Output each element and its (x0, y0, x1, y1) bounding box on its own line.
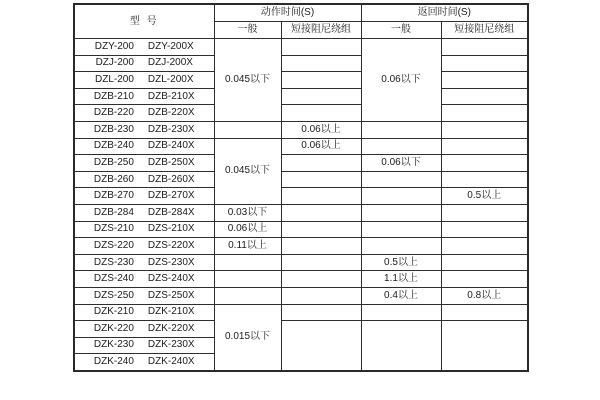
value-cell: 0.5以上 (441, 188, 528, 205)
value-cell (214, 287, 281, 304)
value-cell (441, 39, 528, 56)
value-cell (441, 204, 528, 221)
model-cell (74, 39, 214, 56)
col-header-action-time: 动作时间(S) (214, 4, 361, 22)
model-number: DZB-230X (147, 123, 195, 135)
table-row (74, 188, 528, 205)
model-number: DZK-220X (147, 322, 195, 334)
model-number: DZJ-200 (95, 57, 134, 69)
model-number: DZB-260 (93, 173, 134, 185)
value-cell (441, 238, 528, 255)
value-cell (361, 238, 441, 255)
table-row (74, 105, 528, 122)
spec-table (73, 3, 529, 372)
model-number: DZJ-200X (147, 57, 193, 69)
model-cell (74, 171, 214, 188)
value-cell: 0.03以下 (214, 204, 281, 221)
model-number: DZS-220 (93, 239, 134, 251)
model-cell (74, 221, 214, 238)
table-header (74, 4, 528, 39)
model-cell (74, 304, 214, 321)
value-cell (214, 254, 281, 271)
table-row (74, 321, 528, 338)
value-cell (281, 271, 361, 288)
value-cell (281, 204, 361, 221)
model-number: DZK-240X (147, 356, 195, 368)
col-header-return-damped: 短接阻尼绕组 (441, 22, 528, 39)
value-cell (361, 204, 441, 221)
model-number: DZB-210X (147, 90, 195, 102)
model-number: DZS-250X (147, 289, 195, 301)
model-number: DZK-230 (93, 339, 134, 351)
header-row-groups (74, 4, 528, 22)
table-row (74, 271, 528, 288)
model-number: DZK-210 (93, 306, 134, 318)
model-cell (74, 138, 214, 155)
value-cell: 0.11以上 (214, 238, 281, 255)
value-cell (281, 72, 361, 89)
value-cell: 0.06以上 (281, 121, 361, 138)
model-number: DZY-200X (147, 40, 194, 52)
value-cell (281, 155, 361, 172)
value-cell: 0.06以下 (361, 155, 441, 172)
table-body (74, 39, 528, 371)
value-cell (441, 55, 528, 72)
value-cell: 1.1以上 (361, 271, 441, 288)
col-header-return-general: 一般 (361, 22, 441, 39)
model-cell (74, 55, 214, 72)
value-cell (441, 72, 528, 89)
model-number: DZS-230 (93, 256, 134, 268)
value-cell (281, 171, 361, 188)
value-cell (441, 254, 528, 271)
value-cell: 0.045以下 (214, 138, 281, 204)
value-cell (441, 221, 528, 238)
value-cell (361, 304, 441, 321)
value-cell (281, 238, 361, 255)
table-row (74, 138, 528, 155)
model-number: DZS-210 (93, 223, 134, 235)
model-cell (74, 121, 214, 138)
model-number: DZS-210X (147, 223, 195, 235)
model-number: DZB-260X (147, 173, 195, 185)
model-cell (74, 88, 214, 105)
value-cell (441, 88, 528, 105)
value-cell (281, 39, 361, 56)
table-row (74, 287, 528, 304)
col-header-action-general: 一般 (214, 22, 281, 39)
model-number: DZS-240 (93, 273, 134, 285)
value-cell (361, 121, 441, 138)
value-cell (281, 221, 361, 238)
model-cell (74, 321, 214, 338)
value-cell: 0.015以下 (214, 304, 281, 371)
value-cell: 0.045以下 (214, 39, 281, 122)
value-cell (281, 55, 361, 72)
value-cell (441, 321, 528, 371)
model-cell (74, 271, 214, 288)
value-cell (281, 188, 361, 205)
table-row (74, 254, 528, 271)
model-number: DZK-240 (93, 356, 134, 368)
table-row (74, 155, 528, 172)
model-number: DZL-200 (95, 73, 134, 85)
value-cell (361, 171, 441, 188)
model-number: DZB-270 (93, 190, 134, 202)
model-number: DZB-220X (147, 107, 195, 119)
model-cell (74, 238, 214, 255)
value-cell (281, 287, 361, 304)
model-number: DZB-210 (93, 90, 134, 102)
table-row (74, 39, 528, 56)
table-row (74, 88, 528, 105)
value-cell: 0.4以上 (361, 287, 441, 304)
model-cell (74, 337, 214, 354)
model-number: DZS-240X (147, 273, 195, 285)
col-header-model: 型 号 (74, 4, 214, 39)
model-number: DZK-220 (93, 322, 134, 334)
model-number: DZB-240X (147, 140, 195, 152)
value-cell (361, 221, 441, 238)
value-cell (441, 105, 528, 122)
model-number: DZB-284 (93, 206, 134, 218)
value-cell (281, 321, 361, 371)
value-cell: 0.06以上 (214, 221, 281, 238)
model-number: DZK-210X (147, 306, 195, 318)
model-number: DZB-250 (93, 156, 134, 168)
model-number: DZS-220X (147, 239, 195, 251)
model-number: DZS-230X (147, 256, 195, 268)
model-number: DZB-270X (147, 190, 195, 202)
model-number: DZL-200X (147, 73, 194, 85)
table-row (74, 238, 528, 255)
table-row (74, 121, 528, 138)
model-cell (74, 204, 214, 221)
model-number: DZB-240 (93, 140, 134, 152)
col-header-action-damped: 短接阻尼绕组 (281, 22, 361, 39)
model-number: DZS-250 (93, 289, 134, 301)
model-number: DZB-250X (147, 156, 195, 168)
model-number: DZB-220 (93, 107, 134, 119)
table-row (74, 204, 528, 221)
value-cell (281, 254, 361, 271)
model-number: DZY-200 (94, 40, 134, 52)
table-row (74, 171, 528, 188)
col-header-return-time: 返回时间(S) (361, 4, 528, 22)
value-cell (361, 188, 441, 205)
table-row (74, 304, 528, 321)
value-cell (441, 304, 528, 321)
value-cell (281, 88, 361, 105)
model-cell (74, 354, 214, 371)
model-number: DZK-230X (147, 339, 195, 351)
value-cell (441, 138, 528, 155)
value-cell (361, 321, 441, 371)
value-cell (441, 271, 528, 288)
model-number: DZB-230 (93, 123, 134, 135)
model-cell (74, 155, 214, 172)
table-row (74, 221, 528, 238)
value-cell: 0.06以下 (361, 39, 441, 122)
table-row (74, 72, 528, 89)
value-cell (214, 121, 281, 138)
model-cell (74, 188, 214, 205)
model-cell (74, 105, 214, 122)
value-cell (361, 138, 441, 155)
value-cell (441, 155, 528, 172)
value-cell (441, 121, 528, 138)
model-number: DZB-284X (147, 206, 195, 218)
value-cell: 0.06以上 (281, 138, 361, 155)
value-cell (281, 304, 361, 321)
model-cell (74, 287, 214, 304)
value-cell (441, 171, 528, 188)
value-cell (281, 105, 361, 122)
value-cell: 0.8以上 (441, 287, 528, 304)
value-cell: 0.5以上 (361, 254, 441, 271)
table-row (74, 55, 528, 72)
model-cell (74, 254, 214, 271)
model-cell (74, 72, 214, 89)
value-cell (214, 271, 281, 288)
